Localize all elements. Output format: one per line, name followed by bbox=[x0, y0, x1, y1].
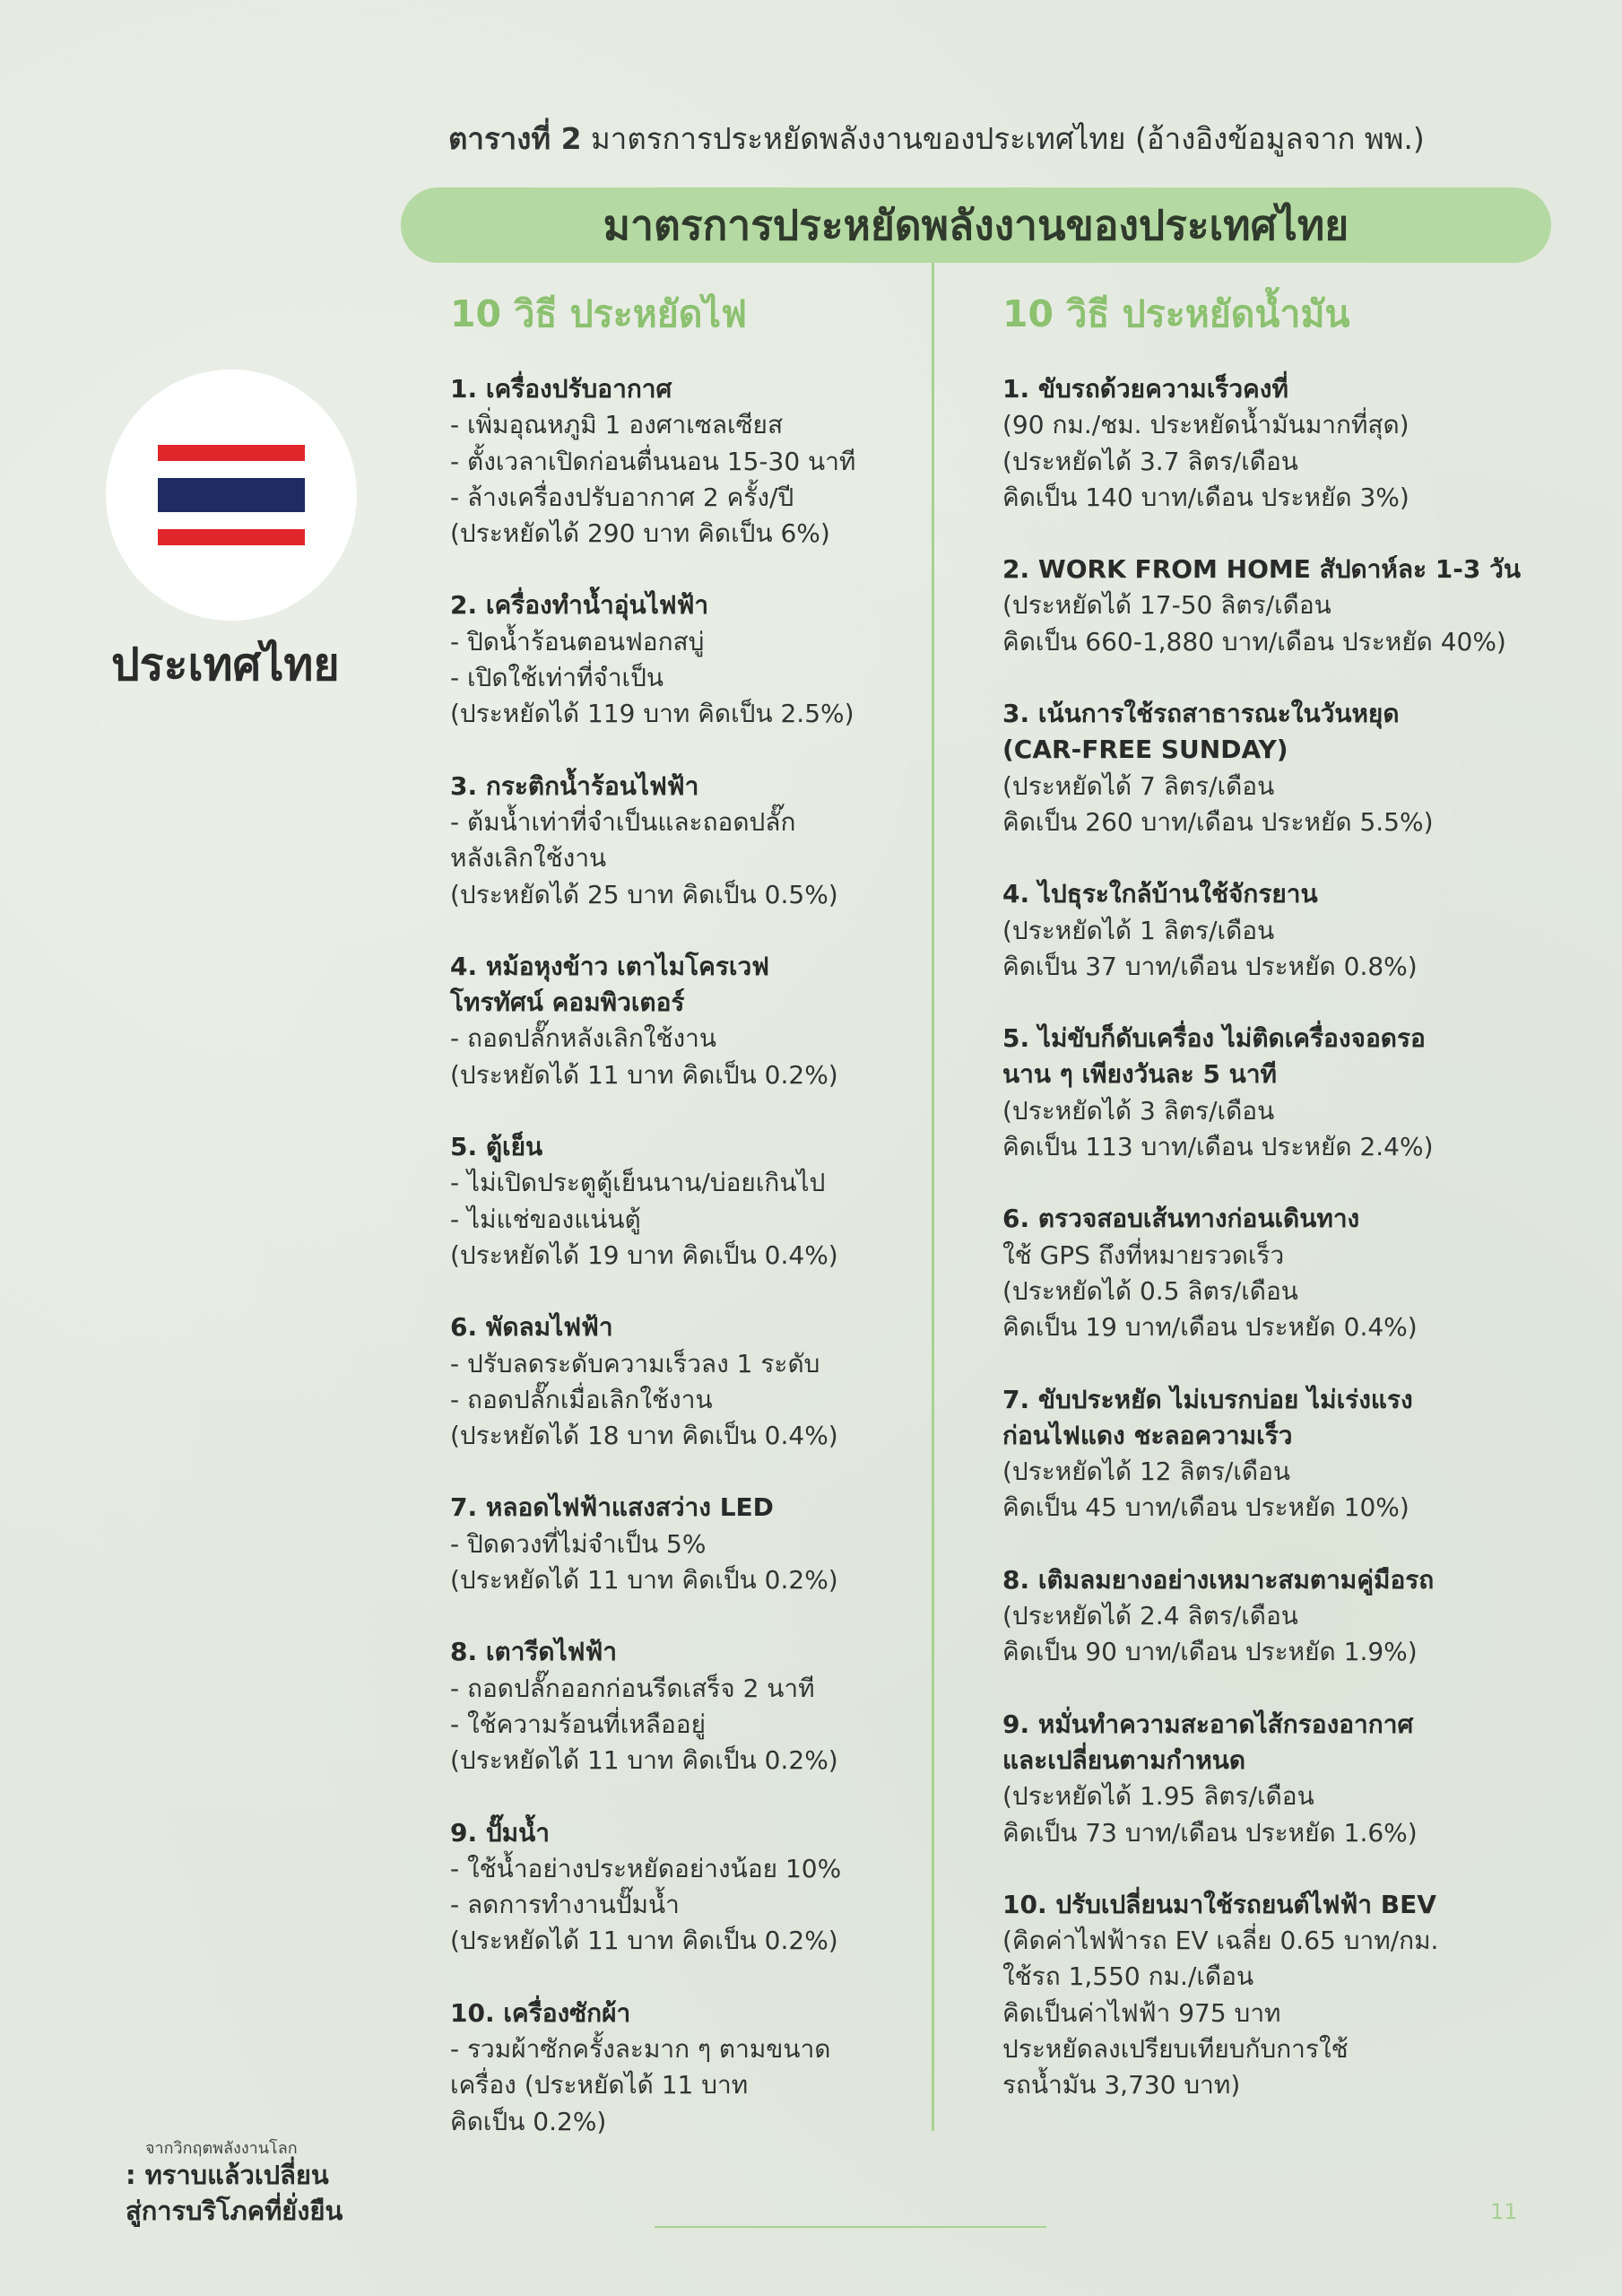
item-line: - ไม่แช่ของแน่นตู้ bbox=[450, 1204, 641, 1234]
item-line: คิดเป็น 0.2%) bbox=[450, 2106, 607, 2136]
item-title: 6. ตรวจสอบเส้นทางก่อนเดินทาง bbox=[1002, 1204, 1360, 1234]
list-item bbox=[450, 769, 916, 913]
item-spacer bbox=[1002, 1526, 1576, 1562]
item-line: - ต้มน้ำเท่าที่จำเป็นและถอดปลั๊ก bbox=[450, 806, 796, 837]
item-spacer bbox=[1002, 1851, 1576, 1887]
item-line: คิดเป็น 113 บาท/เดือน ประหยัด 2.4%) bbox=[1002, 1132, 1434, 1162]
list-item bbox=[1002, 1021, 1576, 1165]
item-spacer bbox=[450, 1274, 916, 1309]
item-line: (ประหยัดได้ 2.4 ลิตร/เดือน bbox=[1002, 1601, 1298, 1631]
table-caption bbox=[448, 115, 1578, 162]
item-line: หลังเลิกใช้งาน bbox=[450, 843, 607, 874]
list-item bbox=[1002, 1201, 1576, 1345]
item-line: - ตั้งเวลาเปิดก่อนตื่นนอน 15-30 นาที bbox=[450, 446, 856, 476]
column-divider bbox=[932, 263, 934, 2131]
item-spacer bbox=[1002, 516, 1576, 552]
electricity-column-title: 10 วิธี ประหยัดไฟ bbox=[450, 292, 748, 335]
item-spacer bbox=[450, 733, 916, 769]
item-title: 1. เครื่องปรับอากาศ bbox=[450, 374, 672, 404]
list-item bbox=[1002, 371, 1576, 516]
list-item bbox=[450, 371, 916, 552]
source-title-line: สู่การบริโภคที่ยั่งยืน bbox=[126, 2196, 343, 2226]
item-line: ใช้ GPS ถึงที่หมายรวดเร็ว bbox=[1002, 1239, 1285, 1270]
item-line: (ประหยัดได้ 17-50 ลิตร/เดือน bbox=[1002, 590, 1331, 621]
item-spacer bbox=[450, 552, 916, 587]
list-item bbox=[1002, 1562, 1576, 1671]
item-spacer bbox=[1002, 1165, 1576, 1201]
item-title: 4. ไปธุระใกล้บ้านใช้จักรยาน bbox=[1002, 879, 1318, 909]
item-spacer bbox=[450, 1960, 916, 1996]
item-line: (ประหยัดได้ 11 บาท คิดเป็น 0.2%) bbox=[450, 1745, 838, 1776]
thailand-flag-icon bbox=[158, 445, 305, 545]
fuel-column bbox=[1002, 285, 1576, 2104]
item-line: - ไม่เปิดประตูตู้เย็นนาน/บ่อยเกินไป bbox=[450, 1168, 826, 1198]
electricity-list bbox=[450, 371, 916, 2140]
item-line: (ประหยัดได้ 1 ลิตร/เดือน bbox=[1002, 915, 1275, 945]
source-title-line: : ทราบแล้วเปลี่ยน bbox=[126, 2160, 329, 2190]
item-line: คิดเป็น 140 บาท/เดือน ประหยัด 3%) bbox=[1002, 482, 1409, 512]
item-line: - ถอดปลั๊กเมื่อเลิกใช้งาน bbox=[450, 1384, 713, 1414]
item-line: - ลดการทำงานปั๊มน้ำ bbox=[450, 1890, 680, 1920]
item-line: คิดเป็น 19 บาท/เดือน ประหยัด 0.4%) bbox=[1002, 1312, 1418, 1343]
item-line: คิดเป็น 37 บาท/เดือน ประหยัด 0.8%) bbox=[1002, 951, 1418, 981]
item-title: โทรทัศน์ คอมพิวเตอร์ bbox=[450, 987, 685, 1018]
list-item bbox=[1002, 552, 1576, 660]
item-spacer bbox=[450, 913, 916, 949]
item-line: - ถอดปลั๊กออกก่อนรีดเสร็จ 2 นาที bbox=[450, 1673, 815, 1703]
list-item bbox=[450, 1129, 916, 1274]
item-line: (ประหยัดได้ 119 บาท คิดเป็น 2.5%) bbox=[450, 699, 854, 729]
item-title: 6. พัดลมไฟฟ้า bbox=[450, 1312, 613, 1343]
item-title: 7. ขับประหยัด ไม่เบรกบ่อย ไม่เร่งแรง bbox=[1002, 1384, 1413, 1414]
list-item bbox=[1002, 1707, 1576, 1851]
list-item bbox=[1002, 876, 1576, 985]
footer-divider bbox=[655, 2226, 1046, 2228]
item-spacer bbox=[1002, 1671, 1576, 1707]
list-item bbox=[450, 1309, 916, 1454]
item-title: และเปลี่ยนตามกำหนด bbox=[1002, 1744, 1246, 1775]
item-line: (ประหยัดได้ 7 ลิตร/เดือน bbox=[1002, 770, 1275, 801]
item-title: 3. เน้นการใช้รถสาธารณะในวันหยุด bbox=[1002, 699, 1400, 729]
list-item bbox=[450, 587, 916, 732]
item-title: 2. WORK FROM HOME สัปดาห์ละ 1-3 วัน bbox=[1002, 554, 1522, 585]
item-line: คิดเป็นค่าไฟฟ้า 975 บาท bbox=[1002, 1997, 1281, 2028]
item-line: คิดเป็น 260 บาท/เดือน ประหยัด 5.5%) bbox=[1002, 806, 1434, 837]
item-line: คิดเป็น 45 บาท/เดือน ประหยัด 10%) bbox=[1002, 1492, 1409, 1523]
item-title: 5. ไม่ขับก็ดับเครื่อง ไม่ติดเครื่องจอดรอ bbox=[1002, 1023, 1426, 1054]
item-title: 9. หมั่นทำความสะอาดไส้กรองอากาศ bbox=[1002, 1709, 1414, 1739]
item-line: (ประหยัดได้ 290 บาท คิดเป็น 6%) bbox=[450, 518, 830, 549]
banner bbox=[401, 187, 1551, 263]
list-item bbox=[1002, 1887, 1576, 2104]
item-title: 9. ปั๊มน้ำ bbox=[450, 1817, 550, 1848]
item-line: - รวมผ้าซักครั้งละมาก ๆ ตามขนาด bbox=[450, 2033, 831, 2064]
item-spacer bbox=[1002, 1346, 1576, 1382]
item-spacer bbox=[450, 1454, 916, 1490]
item-line: - เพิ่มอุณหภูมิ 1 องศาเซลเซียส bbox=[450, 410, 784, 440]
item-line: - ใช้ความร้อนที่เหลืออยู่ bbox=[450, 1709, 706, 1739]
item-line: (ประหยัดได้ 25 บาท คิดเป็น 0.5%) bbox=[450, 879, 838, 909]
fuel-list bbox=[1002, 371, 1576, 2104]
item-title: 1. ขับรถด้วยความเร็วคงที่ bbox=[1002, 374, 1288, 404]
item-line: คิดเป็น 660-1,880 บาท/เดือน ประหยัด 40%) bbox=[1002, 626, 1506, 657]
country-name: ประเทศไทย bbox=[111, 639, 340, 691]
item-line: - ปิดดวงที่ไม่จำเป็น 5% bbox=[450, 1528, 707, 1559]
item-line: (ประหยัดได้ 12 ลิตร/เดือน bbox=[1002, 1457, 1291, 1487]
item-title: ก่อนไฟแดง ชะลอความเร็ว bbox=[1002, 1420, 1293, 1450]
item-line: (90 กม./ชม. ประหยัดน้ำมันมากที่สุด) bbox=[1002, 410, 1409, 440]
item-line: (ประหยัดได้ 3 ลิตร/เดือน bbox=[1002, 1095, 1275, 1126]
item-line: - ปรับลดระดับความเร็วลง 1 ระดับ bbox=[450, 1348, 820, 1378]
item-line: ประหยัดลงเปรียบเทียบกับการใช้ bbox=[1002, 2033, 1349, 2064]
item-spacer bbox=[1002, 840, 1576, 876]
item-line: - เปิดใช้เท่าที่จำเป็น bbox=[450, 663, 664, 693]
item-title: นาน ๆ เพียงวันละ 5 นาที bbox=[1002, 1059, 1278, 1090]
banner-title: มาตรการประหยัดพลังงานของประเทศไทย bbox=[603, 200, 1349, 249]
list-item bbox=[450, 1815, 916, 1960]
item-line: - ใช้น้ำอย่างประหยัดอย่างน้อย 10% bbox=[450, 1853, 842, 1883]
item-line: - ถอดปลั๊กหลังเลิกใช้งาน bbox=[450, 1023, 717, 1054]
item-spacer bbox=[450, 1598, 916, 1634]
list-item bbox=[450, 1490, 916, 1598]
item-line: (ประหยัดได้ 11 บาท คิดเป็น 0.2%) bbox=[450, 1059, 838, 1090]
item-spacer bbox=[450, 1779, 916, 1815]
list-item bbox=[1002, 1382, 1576, 1526]
item-spacer bbox=[450, 1093, 916, 1129]
item-line: รถน้ำมัน 3,730 บาท) bbox=[1002, 2070, 1241, 2100]
item-title: 7. หลอดไฟฟ้าแสงสว่าง LED bbox=[450, 1492, 774, 1523]
item-line: (ประหยัดได้ 3.7 ลิตร/เดือน bbox=[1002, 446, 1298, 476]
item-line: - ปิดน้ำร้อนตอนฟอกสบู่ bbox=[450, 626, 705, 657]
item-title: (CAR-FREE SUNDAY) bbox=[1002, 735, 1288, 765]
flag-badge bbox=[106, 370, 357, 621]
item-line: ใช้รถ 1,550 กม./เดือน bbox=[1002, 1961, 1254, 1992]
list-item bbox=[450, 1634, 916, 1779]
list-item bbox=[1002, 696, 1576, 840]
item-line: เครื่อง (ประหยัดได้ 11 บาท bbox=[450, 2070, 749, 2100]
item-title: 2. เครื่องทำน้ำอุ่นไฟฟ้า bbox=[450, 590, 709, 621]
item-spacer bbox=[1002, 985, 1576, 1021]
item-line: คิดเป็น 73 บาท/เดือน ประหยัด 1.6%) bbox=[1002, 1817, 1418, 1848]
item-spacer bbox=[1002, 660, 1576, 696]
item-line: (ประหยัดได้ 18 บาท คิดเป็น 0.4%) bbox=[450, 1421, 838, 1451]
item-line: (ประหยัดได้ 1.95 ลิตร/เดือน bbox=[1002, 1781, 1314, 1812]
caption-label: ตารางที่ 2 bbox=[448, 121, 582, 156]
source-title bbox=[126, 2157, 343, 2229]
item-line: คิดเป็น 90 บาท/เดือน ประหยัด 1.9%) bbox=[1002, 1637, 1418, 1667]
list-item bbox=[450, 1996, 916, 2140]
item-title: 5. ตู้เย็น bbox=[450, 1132, 543, 1162]
electricity-column bbox=[450, 285, 916, 2140]
item-line: (ประหยัดได้ 11 บาท คิดเป็น 0.2%) bbox=[450, 1926, 838, 1956]
caption-text: มาตรการประหยัดพลังงานของประเทศไทย (อ้างอิงข้อมูลจาก พพ.) bbox=[591, 121, 1425, 156]
item-title: 3. กระติกน้ำร้อนไฟฟ้า bbox=[450, 770, 699, 801]
fuel-column-title: 10 วิธี ประหยัดน้ำมัน bbox=[1002, 292, 1350, 335]
item-title: 4. หม้อหุงข้าว เตาไมโครเวฟ bbox=[450, 951, 770, 981]
item-title: 10. ปรับเปลี่ยนมาใช้รถยนต์ไฟฟ้า BEV bbox=[1002, 1889, 1436, 1919]
item-line: (ประหยัดได้ 11 บาท คิดเป็น 0.2%) bbox=[450, 1565, 838, 1596]
page-number: 11 bbox=[1490, 2199, 1518, 2224]
item-title: 8. เติมลมยางอย่างเหมาะสมตามคู่มือรถ bbox=[1002, 1564, 1435, 1595]
source-note: จากวิกฤตพลังงานโลก bbox=[145, 2139, 298, 2158]
item-title: 10. เครื่องซักผ้า bbox=[450, 1997, 631, 2028]
item-line: - ล้างเครื่องปรับอากาศ 2 ครั้ง/ปี bbox=[450, 482, 794, 512]
item-title: 8. เตารีดไฟฟ้า bbox=[450, 1637, 618, 1667]
item-line: (ประหยัดได้ 0.5 ลิตร/เดือน bbox=[1002, 1275, 1298, 1306]
item-line: (คิดค่าไฟฟ้ารถ EV เฉลี่ย 0.65 บาท/กม. bbox=[1002, 1926, 1439, 1956]
list-item bbox=[450, 949, 916, 1093]
item-line: (ประหยัดได้ 19 บาท คิดเป็น 0.4%) bbox=[450, 1239, 838, 1270]
